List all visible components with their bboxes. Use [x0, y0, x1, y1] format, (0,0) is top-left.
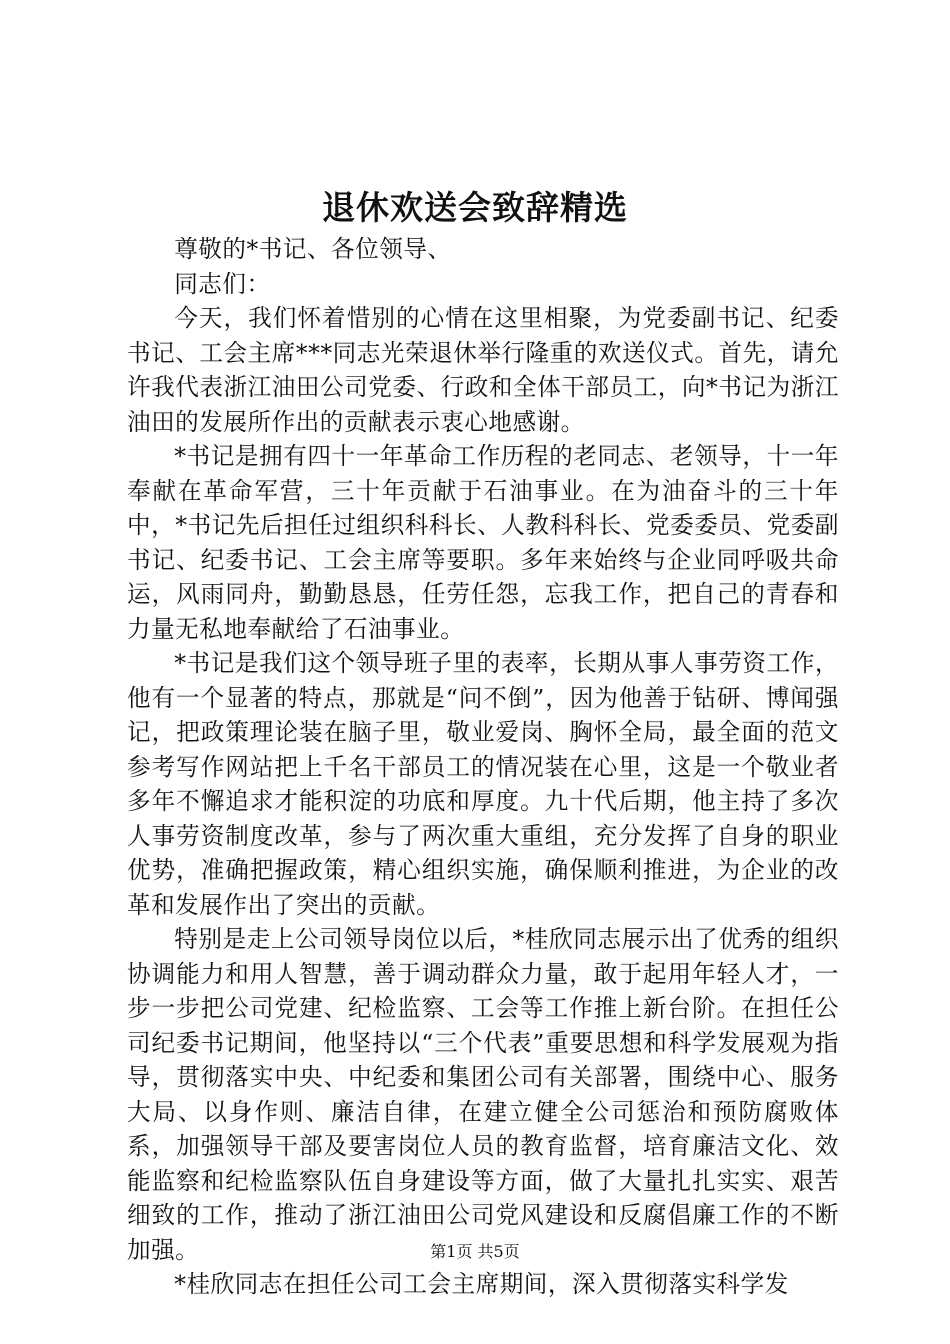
- body-paragraph: *书记是我们这个领导班子里的表率，长期从事人事劳资工作，他有一个显著的特点，那就是“问不倒”，因为他善于钻研、博闻强记，把政策理论装在脑子里，敬业爱岗、胸怀全局，最全面的范文参考写作网站把上千名干部员工的情况装在心里，这是一个敬业者多年不懈追求才能积淀的功底和厚度。九十代后期，他主持了多次人事劳资制度改革，参与了两次重大重组，充分发挥了自身的职业优势，准确把握政策，精心组织实施，确保顺利推进，为企业的改革和发展作出了突出的贡献。: [127, 649, 839, 919]
- salutation-line: 同志们：: [174, 269, 271, 298]
- body-paragraph: *书记是拥有四十一年革命工作历程的老同志、老领导，十一年奉献在革命军营，三十年贡献于石油事业。在为油奋斗的三十年中，*书记先后担任过组织科科长、人教科科长、党委委员、党委副书记、纪委书记、工会主席等要职。多年来始终与企业同呼吸共命运，风雨同舟，勤勤恳恳，任劳任怨，忘我工作，把自己的青春和力量无私地奉献给了石油事业。: [127, 442, 839, 643]
- document-title: 退休欢送会致辞精选: [322, 188, 628, 227]
- body-paragraph: *桂欣同志在担任公司工会主席期间，深入贯彻落实科学发: [174, 1270, 789, 1298]
- document-body: [127, 232, 839, 1302]
- salutation-line: 尊敬的*书记、各位领导、: [174, 235, 452, 263]
- body-paragraph: 今天，我们怀着惜别的心情在这里相聚，为党委副书记、纪委书记、工会主席***同志光荣退休举行隆重的欢送仪式。首先，请允许我代表浙江油田公司党委、行政和全体干部员工，向*书记为浙江油田的发展所作出的贡献表示衷心地感谢。: [127, 304, 839, 436]
- body-paragraph: 特别是走上公司领导岗位以后，*桂欣同志展示出了优秀的组织协调能力和用人智慧，善于调动群众力量，敢于起用年轻人才，一步一步把公司党建、纪检监察、工会等工作推上新台阶。在担任公司纪委书记期间，他坚持以“三个代表”重要思想和科学发展观为指导，贯彻落实中央、中纪委和集团公司有关部署，围绕中心、服务大局、以身作则、廉洁自律，在建立健全公司惩治和预防腐败体系，加强领导干部及要害岗位人员的教育监督，培育廉洁文化、效能监察和纪检监察队伍自身建设等方面，做了大量扎扎实实、艰苦细致的工作，推动了浙江油田公司党风建设和反腐倡廉工作的不断加强。: [127, 925, 839, 1264]
- page-number-footer: 第1页 共5页: [430, 1242, 520, 1261]
